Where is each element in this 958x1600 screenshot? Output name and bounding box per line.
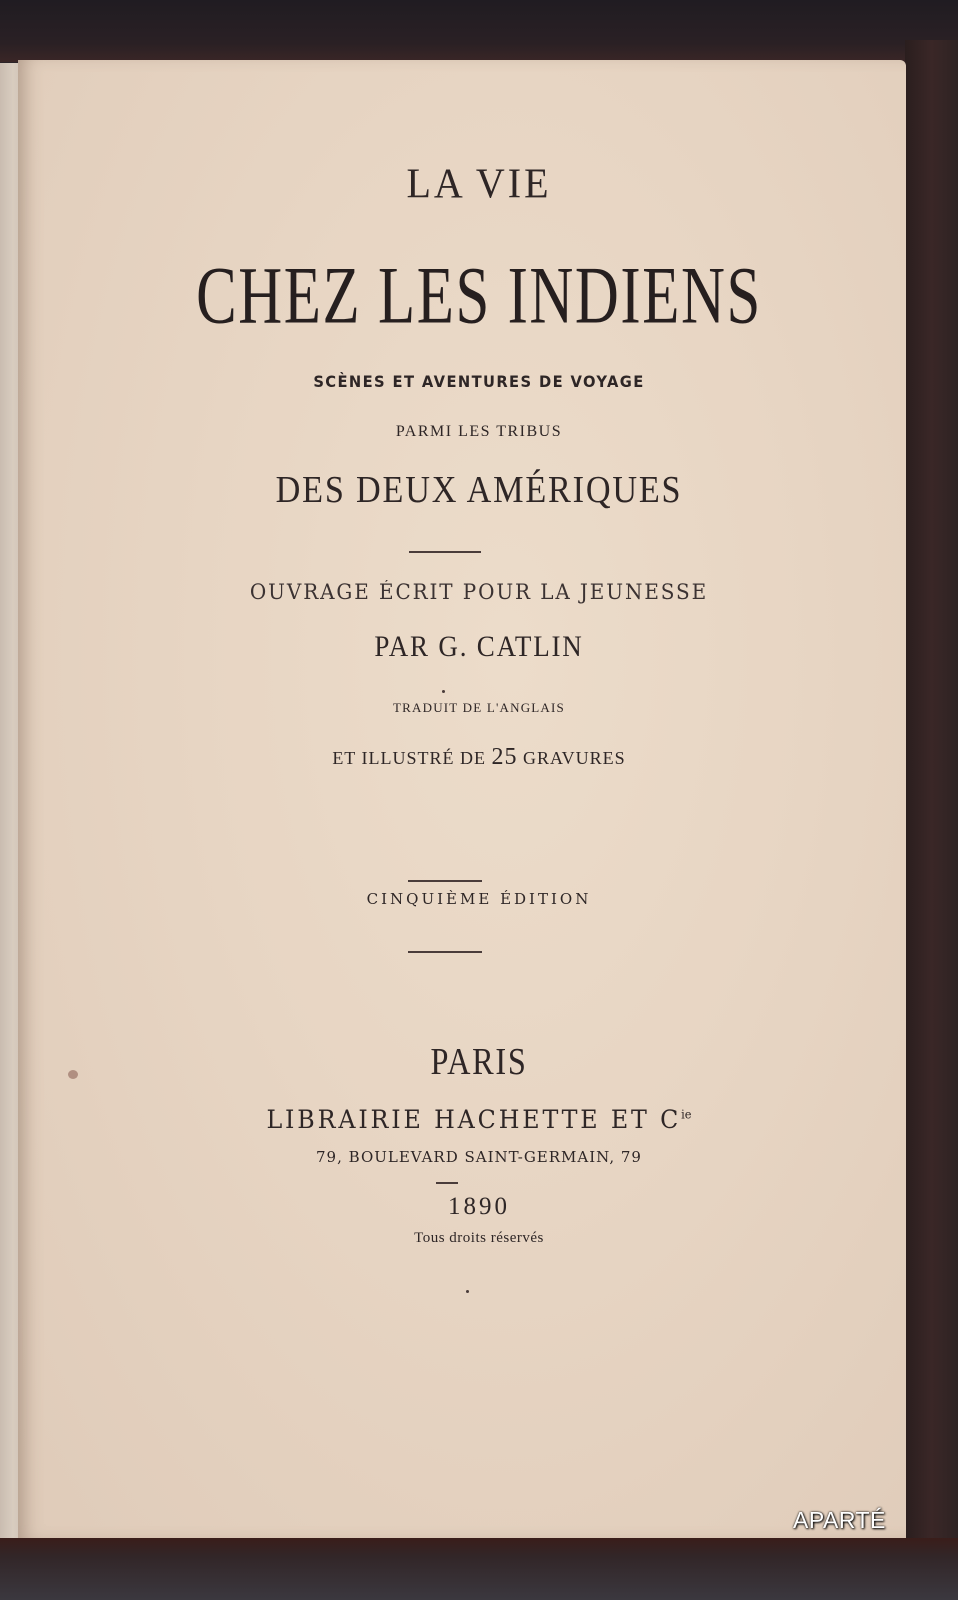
subtitle-line-1: SCÈNES ET AVENTURES DE VOYAGE — [313, 372, 645, 391]
book-cover-edge-right — [905, 40, 958, 1540]
separator-rule-1 — [409, 551, 481, 553]
dark-background-bottom — [0, 1538, 958, 1600]
separator-rule-3 — [408, 951, 482, 953]
subtitle-line-2: PARMI LES TRIBUS — [395, 423, 563, 440]
year-line: 1890 — [448, 1193, 510, 1220]
rights-line: Tous droits réservés — [414, 1230, 544, 1246]
author-line: PAR G. CATLIN — [374, 630, 584, 663]
separator-rule-2 — [408, 880, 482, 882]
separator-rule-4 — [436, 1182, 458, 1184]
illustration-suffix: GRAVURES — [522, 748, 626, 768]
publisher-name: LIBRAIRIE HACHETTE ET C — [266, 1105, 682, 1134]
publisher-line — [24, 1105, 934, 1134]
subtitle-line-3: DES DEUX AMÉRIQUES — [275, 469, 683, 511]
main-title: CHEZ LES INDIENS — [196, 249, 762, 341]
city-line: PARIS — [430, 1041, 528, 1083]
ink-dot — [442, 690, 445, 693]
address-line: 79, BOULEVARD SAINT-GERMAIN, 79 — [316, 1148, 642, 1166]
audience-line: OUVRAGE ÉCRIT POUR LA JEUNESSE — [249, 580, 709, 604]
illustration-count: 25 — [491, 744, 518, 770]
publisher-superscript: ie — [681, 1107, 692, 1122]
watermark: APARTÉ — [793, 1507, 886, 1533]
edition-line: CINQUIÈME ÉDITION — [366, 890, 592, 908]
title-line-1: LA VIE — [406, 159, 552, 208]
illustration-note — [0, 744, 958, 771]
translation-note: TRADUIT DE L'ANGLAIS — [393, 700, 565, 715]
ink-dot — [466, 1290, 469, 1293]
illustration-prefix: ET ILLUSTRÉ DE — [332, 748, 486, 768]
dark-background-top — [0, 0, 958, 62]
